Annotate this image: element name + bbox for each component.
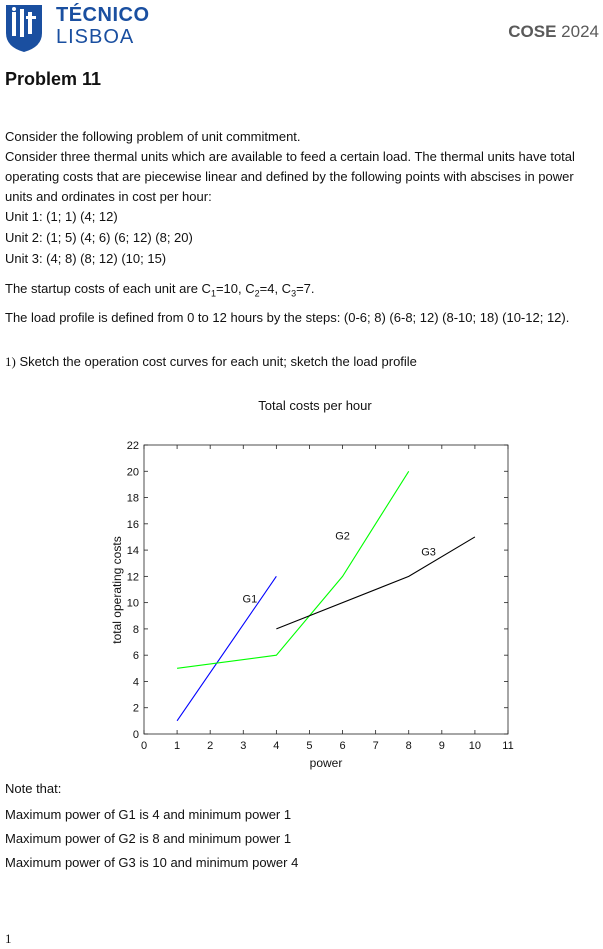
x-tick-label: 10 — [468, 740, 482, 752]
institution-brand — [56, 4, 150, 48]
x-tick-label: 8 — [405, 740, 412, 752]
startup-cost-c1: =10, C — [215, 281, 255, 296]
y-tick-label: 8 — [132, 623, 139, 636]
intro-line-3: units and ordinates in cost per hour: — [5, 189, 212, 204]
unit-3-points: Unit 3: (4; 8) (8; 12) (10; 15) — [5, 251, 167, 266]
y-tick-label: 10 — [126, 597, 139, 610]
y-tick-label: 4 — [132, 676, 139, 689]
chart-title: Total costs per hour — [258, 398, 372, 413]
course-year: 2024 — [561, 22, 599, 41]
startup-costs-prefix: The startup costs of each unit are C — [5, 281, 211, 296]
course-label — [508, 22, 599, 42]
notes-heading: Note that: — [5, 781, 62, 796]
load-profile: The load profile is defined from 0 to 12 hours by the steps: (0-6; 8) (6-8; 12) (8-10; 18) (10-12; 12). — [5, 310, 570, 325]
y-tick-label: 14 — [126, 545, 139, 558]
chart-axes — [127, 440, 514, 752]
ist-logo — [4, 3, 44, 53]
startup-cost-c3: =7. — [296, 281, 315, 296]
y-tick-label: 0 — [132, 729, 139, 741]
startup-cost-c2: =4, C — [259, 281, 292, 296]
series-label-g2: G2 — [335, 530, 350, 543]
chart-series — [177, 471, 475, 721]
y-tick-label: 18 — [126, 492, 139, 505]
intro-sentence: Consider the following problem of unit commitment. — [5, 129, 301, 144]
x-tick-label: 4 — [273, 740, 280, 752]
series-label-g3: G3 — [421, 546, 436, 559]
page-number: 1 — [5, 931, 12, 946]
course-code: COSE — [508, 22, 557, 41]
unit-1-points: Unit 1: (1; 1) (4; 12) — [5, 209, 118, 224]
y-axis-label: total operating costs — [110, 536, 124, 644]
y-tick-label: 2 — [132, 702, 139, 715]
question-number: 1) — [5, 354, 16, 369]
y-tick-label: 6 — [132, 650, 139, 663]
y-tick-label: 12 — [126, 571, 139, 584]
series-label-g1: G1 — [242, 593, 258, 606]
x-tick-label: 0 — [140, 740, 148, 752]
y-tick-label: 20 — [126, 466, 139, 479]
x-tick-label: 2 — [207, 740, 214, 752]
x-axis-label: power — [309, 756, 343, 770]
brand-line-2: LISBOA — [56, 26, 135, 48]
series-line-g2 — [177, 471, 409, 668]
y-tick-label: 16 — [126, 518, 139, 531]
problem-title: Problem 11 — [5, 69, 102, 89]
question-1 — [5, 352, 417, 372]
cost-curves-chart — [0, 390, 603, 780]
brand-line-1: TÉCNICO — [56, 4, 150, 26]
note-g3: Maximum power of G3 is 10 and minimum power 4 — [5, 855, 299, 870]
series-line-g3 — [276, 537, 475, 629]
note-g2: Maximum power of G2 is 8 and minimum power 1 — [5, 831, 292, 846]
x-tick-label: 7 — [372, 740, 379, 752]
unit-2-points: Unit 2: (1; 5) (4; 6) (6; 12) (8; 20) — [5, 230, 193, 245]
intro-line-2: operating costs that are piecewise linear and defined by the following points with abscises in power — [5, 169, 574, 184]
startup-costs: The startup costs of each unit are $C_1=10$, $C_2=4$, $C_3=7$. — [5, 281, 315, 299]
x-tick-label: 9 — [438, 740, 445, 752]
series-line-g1 — [177, 576, 276, 721]
note-g1: Maximum power of G1 is 4 and minimum power 1 — [5, 807, 292, 822]
x-tick-label: 3 — [240, 740, 247, 752]
question-text: Sketch the operation cost curves for each unit; sketch the load profile — [19, 354, 417, 369]
x-tick-label: 6 — [339, 740, 346, 752]
x-tick-label: 5 — [306, 740, 313, 752]
x-tick-label: 11 — [502, 740, 514, 752]
x-tick-label: 1 — [174, 740, 181, 752]
plot-frame — [144, 445, 508, 734]
intro-line-1: Consider three thermal units which are available to feed a certain load. The thermal units have total — [5, 149, 575, 164]
y-tick-label: 22 — [126, 440, 139, 452]
